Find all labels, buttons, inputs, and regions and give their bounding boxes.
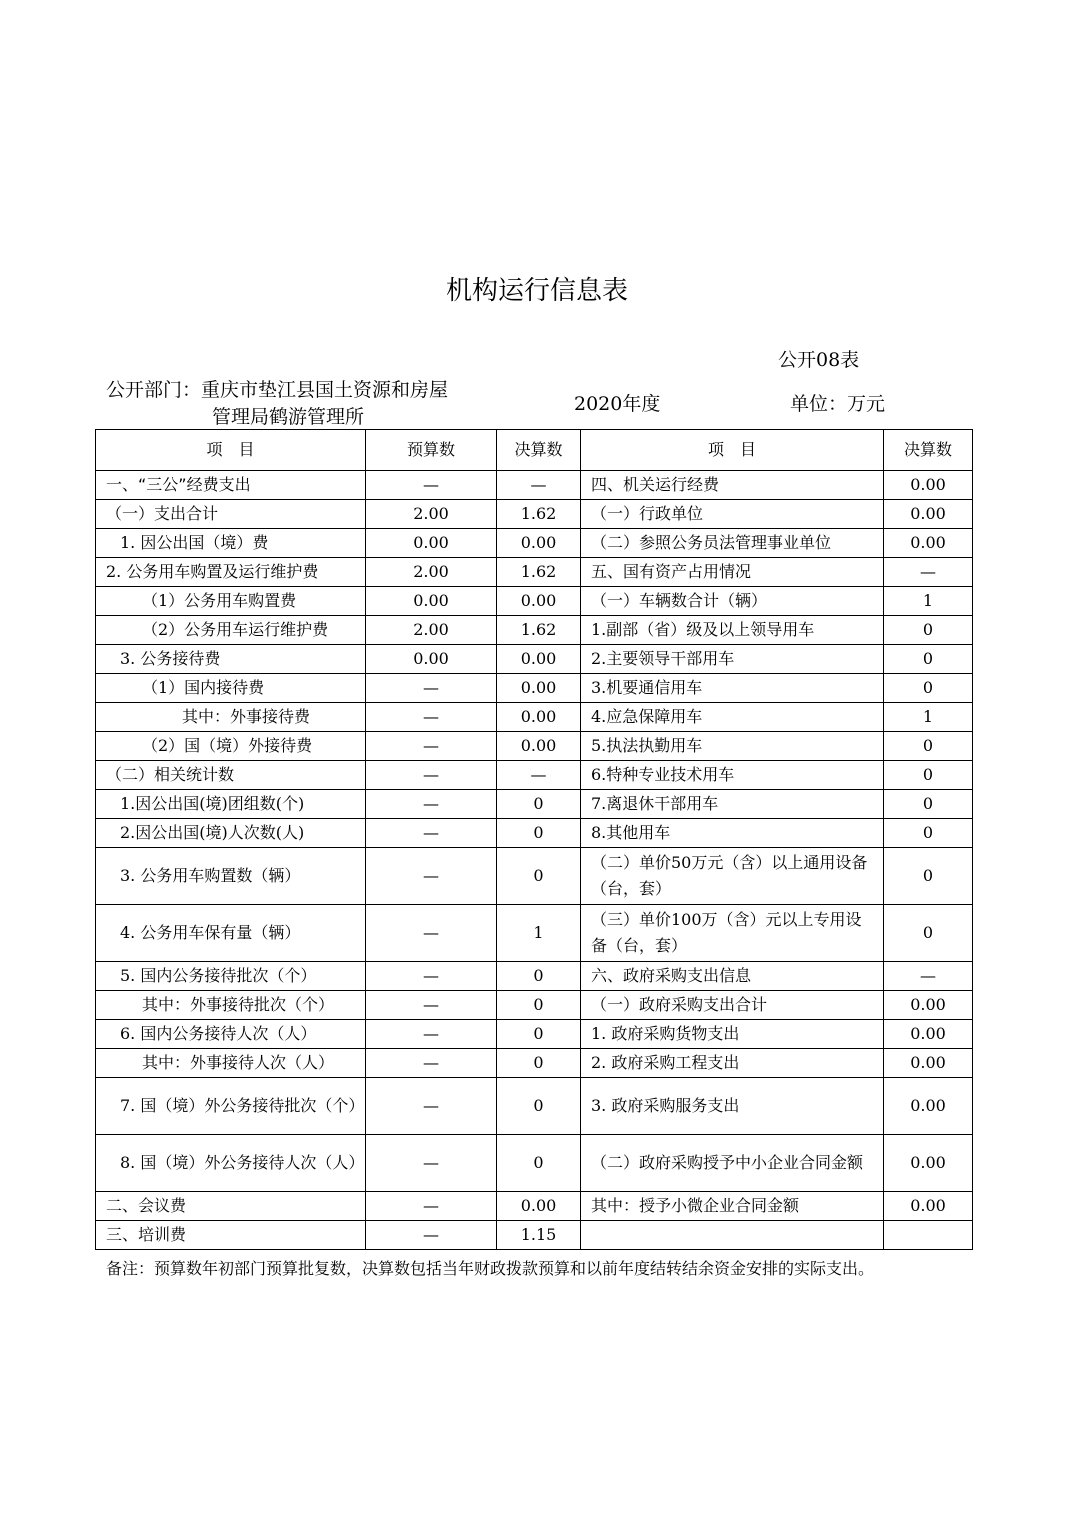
item-right-cell: （二）参照公务员法管理事业单位 — [581, 529, 884, 558]
budget-cell: — — [366, 962, 497, 991]
table-row — [96, 991, 973, 1020]
final-left-cell: 1.62 — [497, 616, 581, 645]
header-item-right: 项 目 — [581, 430, 884, 471]
budget-cell: — — [366, 761, 497, 790]
budget-cell: — — [366, 790, 497, 819]
budget-cell: — — [366, 1221, 497, 1250]
item-right-cell: 2. 政府采购工程支出 — [581, 1049, 884, 1078]
final-left-cell: 0 — [497, 1078, 581, 1135]
page-title: 机构运行信息表 — [445, 276, 628, 306]
final-right-cell: 0.00 — [884, 471, 973, 500]
table-row — [96, 558, 973, 587]
final-right-cell: 0.00 — [884, 1135, 973, 1192]
final-right-cell: 0.00 — [884, 500, 973, 529]
budget-cell: — — [366, 732, 497, 761]
final-left-cell: — — [497, 761, 581, 790]
final-right-cell: 1 — [884, 703, 973, 732]
final-right-cell: 0 — [884, 905, 973, 962]
item-right-cell: 四、机关运行经费 — [581, 471, 884, 500]
item-right-cell: （三）单价100万（含）元以上专用设备（台，套） — [581, 905, 884, 962]
unit-label: 单位：万元 — [790, 393, 886, 415]
final-left-cell: 0 — [497, 1020, 581, 1049]
final-right-cell: 0.00 — [884, 529, 973, 558]
final-right-cell: 0.00 — [884, 1020, 973, 1049]
budget-cell: 2.00 — [366, 616, 497, 645]
item-right-cell — [581, 1221, 884, 1250]
final-left-cell: 0.00 — [497, 674, 581, 703]
item-right-cell: 六、政府采购支出信息 — [581, 962, 884, 991]
budget-cell: — — [366, 819, 497, 848]
item-right-cell: 2.主要领导干部用车 — [581, 645, 884, 674]
item-right-cell: （一）行政单位 — [581, 500, 884, 529]
header-row — [96, 430, 973, 471]
table-row — [96, 1192, 973, 1221]
final-left-cell: 0 — [497, 1049, 581, 1078]
budget-cell: — — [366, 848, 497, 905]
item-left-cell: 三、培训费 — [96, 1221, 366, 1250]
item-right-cell: 8.其他用车 — [581, 819, 884, 848]
item-left-cell: 4. 公务用车保有量（辆） — [96, 905, 366, 962]
final-right-cell — [884, 1221, 973, 1250]
final-left-cell: 0 — [497, 790, 581, 819]
item-left-cell: 5. 国内公务接待批次（个） — [96, 962, 366, 991]
item-right-cell: 6.特种专业技术用车 — [581, 761, 884, 790]
item-left-cell: 一、“三公”经费支出 — [96, 471, 366, 500]
budget-cell: 0.00 — [366, 645, 497, 674]
item-left-cell: 8. 国（境）外公务接待人次（人） — [96, 1135, 366, 1192]
footnote: 备注：预算数年初部门预算批复数，决算数包括当年财政拨款预算和以前年度结转结余资金安排的实际支出。 — [106, 1259, 875, 1278]
item-right-cell: （二）单价50万元（含）以上通用设备（台，套） — [581, 848, 884, 905]
item-left-cell: （1）公务用车购置费 — [96, 587, 366, 616]
item-right-cell: 3.机要通信用车 — [581, 674, 884, 703]
item-right-cell: 5.执法执勤用车 — [581, 732, 884, 761]
budget-cell: — — [366, 991, 497, 1020]
item-left-cell: 二、会议费 — [96, 1192, 366, 1221]
budget-cell: — — [366, 1192, 497, 1221]
table-row — [96, 529, 973, 558]
final-left-cell: 0 — [497, 1135, 581, 1192]
final-left-cell: 0.00 — [497, 732, 581, 761]
item-left-cell: 3. 公务用车购置数（辆） — [96, 848, 366, 905]
budget-cell: — — [366, 674, 497, 703]
table-row — [96, 761, 973, 790]
final-left-cell: 1.15 — [497, 1221, 581, 1250]
fiscal-year: 2020年度 — [574, 393, 661, 415]
item-left-cell: 2.因公出国(境)人次数(人) — [96, 819, 366, 848]
table-row — [96, 1135, 973, 1192]
table-row — [96, 674, 973, 703]
final-right-cell: 0 — [884, 761, 973, 790]
final-left-cell: 0 — [497, 962, 581, 991]
item-right-cell: 4.应急保障用车 — [581, 703, 884, 732]
department-line-1: 公开部门：重庆市垫江县国土资源和房屋 — [106, 379, 449, 401]
table-body — [96, 471, 973, 1250]
budget-cell: 0.00 — [366, 587, 497, 616]
item-left-cell: （2）公务用车运行维护费 — [96, 616, 366, 645]
final-right-cell: 0 — [884, 790, 973, 819]
table-row — [96, 962, 973, 991]
table-row — [96, 905, 973, 962]
item-right-cell: 7.离退休干部用车 — [581, 790, 884, 819]
table-row — [96, 587, 973, 616]
item-left-cell: 其中：外事接待人次（人） — [96, 1049, 366, 1078]
item-left-cell: 7. 国（境）外公务接待批次（个） — [96, 1078, 366, 1135]
info-table — [95, 429, 973, 1250]
item-right-cell: 其中：授予小微企业合同金额 — [581, 1192, 884, 1221]
final-left-cell: 0.00 — [497, 587, 581, 616]
final-left-cell: 0.00 — [497, 703, 581, 732]
final-left-cell: 0.00 — [497, 645, 581, 674]
final-left-cell: — — [497, 471, 581, 500]
budget-cell: 2.00 — [366, 500, 497, 529]
budget-cell: — — [366, 1049, 497, 1078]
table-row — [96, 1221, 973, 1250]
item-right-cell: 1.副部（省）级及以上领导用车 — [581, 616, 884, 645]
table-row — [96, 819, 973, 848]
item-left-cell: （2）国（境）外接待费 — [96, 732, 366, 761]
table-row — [96, 790, 973, 819]
budget-cell: — — [366, 1078, 497, 1135]
budget-cell: 2.00 — [366, 558, 497, 587]
budget-cell: — — [366, 1020, 497, 1049]
final-right-cell: 0.00 — [884, 991, 973, 1020]
item-left-cell: 6. 国内公务接待人次（人） — [96, 1020, 366, 1049]
item-left-cell: 其中：外事接待费 — [96, 703, 366, 732]
item-right-cell: （二）政府采购授予中小企业合同金额 — [581, 1135, 884, 1192]
final-right-cell: 0 — [884, 819, 973, 848]
budget-cell: — — [366, 1135, 497, 1192]
header-item-left: 项 目 — [96, 430, 366, 471]
header-final-right: 决算数 — [884, 430, 973, 471]
table-row — [96, 703, 973, 732]
final-left-cell: 0.00 — [497, 1192, 581, 1221]
item-left-cell: 2. 公务用车购置及运行维护费 — [96, 558, 366, 587]
item-left-cell: 1. 因公出国（境）费 — [96, 529, 366, 558]
budget-cell: 0.00 — [366, 529, 497, 558]
table-row — [96, 616, 973, 645]
final-left-cell: 0 — [497, 819, 581, 848]
item-left-cell: （二）相关统计数 — [96, 761, 366, 790]
item-right-cell: （一）政府采购支出合计 — [581, 991, 884, 1020]
item-right-cell: 1. 政府采购货物支出 — [581, 1020, 884, 1049]
item-right-cell: （一）车辆数合计（辆） — [581, 587, 884, 616]
department-line-2: 管理局鹤游管理所 — [212, 406, 365, 428]
final-left-cell: 1.62 — [497, 500, 581, 529]
table-row — [96, 848, 973, 905]
final-left-cell: 0 — [497, 991, 581, 1020]
item-right-cell: 五、国有资产占用情况 — [581, 558, 884, 587]
item-right-cell: 3. 政府采购服务支出 — [581, 1078, 884, 1135]
final-right-cell: 1 — [884, 587, 973, 616]
final-right-cell: 0 — [884, 645, 973, 674]
final-right-cell: 0.00 — [884, 1192, 973, 1221]
table-row — [96, 471, 973, 500]
item-left-cell: 1.因公出国(境)团组数(个) — [96, 790, 366, 819]
item-left-cell: （一）支出合计 — [96, 500, 366, 529]
item-left-cell: （1）国内接待费 — [96, 674, 366, 703]
header-budget: 预算数 — [366, 430, 497, 471]
budget-cell: — — [366, 905, 497, 962]
final-left-cell: 1.62 — [497, 558, 581, 587]
table-row — [96, 645, 973, 674]
final-right-cell: 0.00 — [884, 1049, 973, 1078]
item-left-cell: 其中：外事接待批次（个） — [96, 991, 366, 1020]
final-right-cell: 0 — [884, 848, 973, 905]
final-right-cell: 0 — [884, 732, 973, 761]
budget-cell: — — [366, 471, 497, 500]
final-right-cell: 0.00 — [884, 1078, 973, 1135]
final-left-cell: 1 — [497, 905, 581, 962]
final-left-cell: 0 — [497, 848, 581, 905]
table-row — [96, 1049, 973, 1078]
item-left-cell: 3. 公务接待费 — [96, 645, 366, 674]
table-row — [96, 1020, 973, 1049]
final-right-cell: — — [884, 962, 973, 991]
table-row — [96, 500, 973, 529]
table-row — [96, 1078, 973, 1135]
final-right-cell: 0 — [884, 616, 973, 645]
final-right-cell: — — [884, 558, 973, 587]
final-right-cell: 0 — [884, 674, 973, 703]
budget-cell: — — [366, 703, 497, 732]
final-left-cell: 0.00 — [497, 529, 581, 558]
form-number: 公开08表 — [778, 349, 860, 371]
table-row — [96, 732, 973, 761]
header-final-left: 决算数 — [497, 430, 581, 471]
